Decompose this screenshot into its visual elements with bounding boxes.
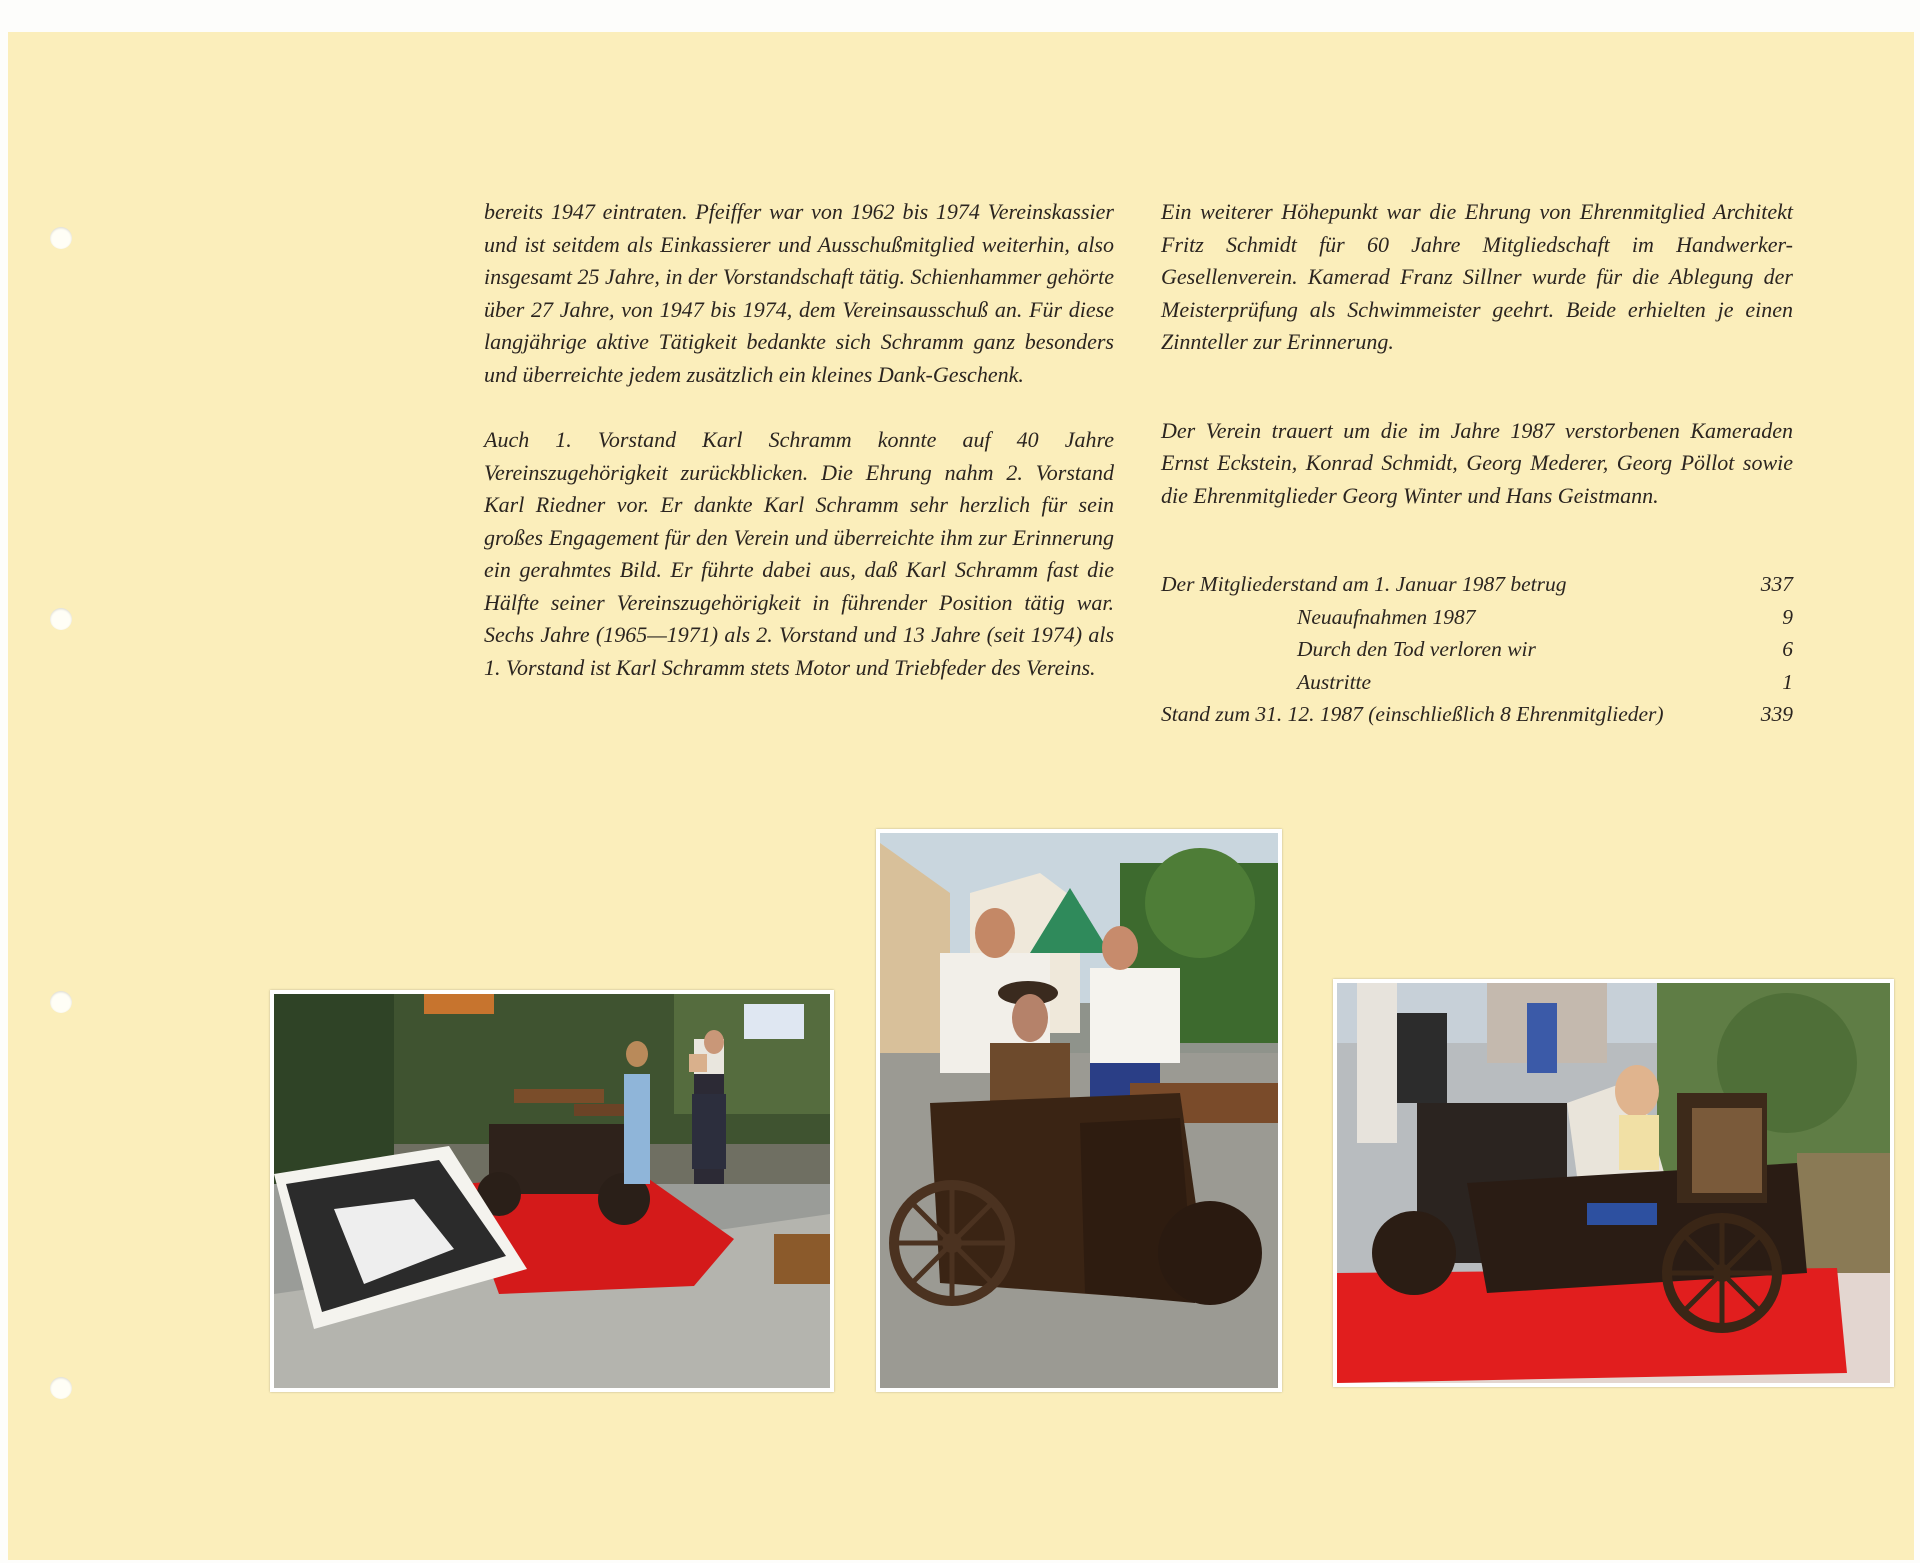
right-text-column	[1161, 196, 1793, 731]
membership-value: 6	[1782, 637, 1793, 661]
membership-row	[1161, 568, 1793, 601]
membership-row	[1161, 633, 1793, 666]
membership-value: 339	[1760, 702, 1793, 726]
membership-label: Neuaufnahmen 1987	[1297, 604, 1476, 629]
photo-child-cart-image	[1337, 983, 1890, 1383]
membership-row	[1161, 698, 1793, 731]
paragraph-obituary: Der Verein trauert um die im Jahre 1987 verstorbenen Kameraden Ernst Eckstein, Konrad Schmidt, Georg Mederer, Georg Pöllot sowie die Ehrenmitglieder Georg Winter und Hans Geistmann.	[1161, 417, 1793, 508]
membership-value: 1	[1782, 669, 1793, 694]
membership-label: Austritte	[1297, 669, 1372, 694]
paragraph-honors: bereits 1947 eintraten. Pfeiffer war von 1962 bis 1974 Vereinskassier und ist seitdem als Einkassierer und Ausschußmitglied weiterhin, also insgesamt 25 Jahre, in der Vorstandschaft tätig. Schienhammer gehörte über 27 Jahre, von 1947 bis 1974, dem Vereinsausschuß an. Für diese langjährige aktive Tätigkeit bedankte sich Schramm ganz besonders und überreichte jedem zusätzlich ein kleines Dank-Geschenk.	[484, 199, 1114, 387]
photo-costume-cart-image	[880, 833, 1278, 1388]
membership-value: 9	[1782, 604, 1793, 629]
membership-row	[1161, 601, 1793, 634]
membership-label: Durch den Tod verloren wir	[1297, 637, 1536, 661]
membership-label: Der Mitgliederstand am 1. Januar 1987 betrug	[1161, 572, 1567, 596]
photo-cart-display	[270, 990, 834, 1392]
photo-costume-cart	[876, 829, 1282, 1392]
membership-row	[1161, 666, 1793, 699]
punch-hole	[50, 991, 72, 1013]
paragraph-chairman: Auch 1. Vorstand Karl Schramm konnte auf 40 Jahre Vereinszugehörigkeit zurückblicken. Die Ehrung nahm 2. Vorstand Karl Riedner vor. Er dankte Karl Schramm sehr herzlich für sein großes Engagement für den Verein und überreichte ihm zur Erinnerung ein gerahmtes Bild. Er führte dabei aus, daß Karl Schramm fast die Hälfte seiner Vereinszugehörigkeit in führender Position tätig war. Sechs Jahre (1965—1971) als 2. Vorstand und 13 Jahre (seit 1974) als 1. Vorstand ist Karl Schramm stets Motor und Triebfeder des Vereins.	[484, 427, 1114, 680]
punch-hole	[50, 608, 72, 630]
membership-value: 337	[1760, 572, 1793, 596]
punch-hole	[50, 1377, 72, 1399]
photo-child-cart	[1333, 979, 1894, 1387]
left-text-column	[484, 196, 1114, 684]
photo-cart-display-image	[274, 994, 830, 1388]
membership-table	[1161, 568, 1793, 731]
punch-hole	[50, 227, 72, 249]
paragraph-honorary-member: Ein weiterer Höhepunkt war die Ehrung von Ehrenmitglied Architekt Fritz Schmidt für 60 Jahre Mitgliedschaft im Handwerker-Gesellenverein. Kamerad Franz Sillner wurde für die Ablegung der Meisterprüfung als Schwimmeister geehrt. Beide erhielten je einen Zinnteller zur Erinnerung.	[1161, 199, 1793, 354]
membership-label: Stand zum 31. 12. 1987 (einschließlich 8 Ehrenmitglieder)	[1161, 702, 1664, 726]
